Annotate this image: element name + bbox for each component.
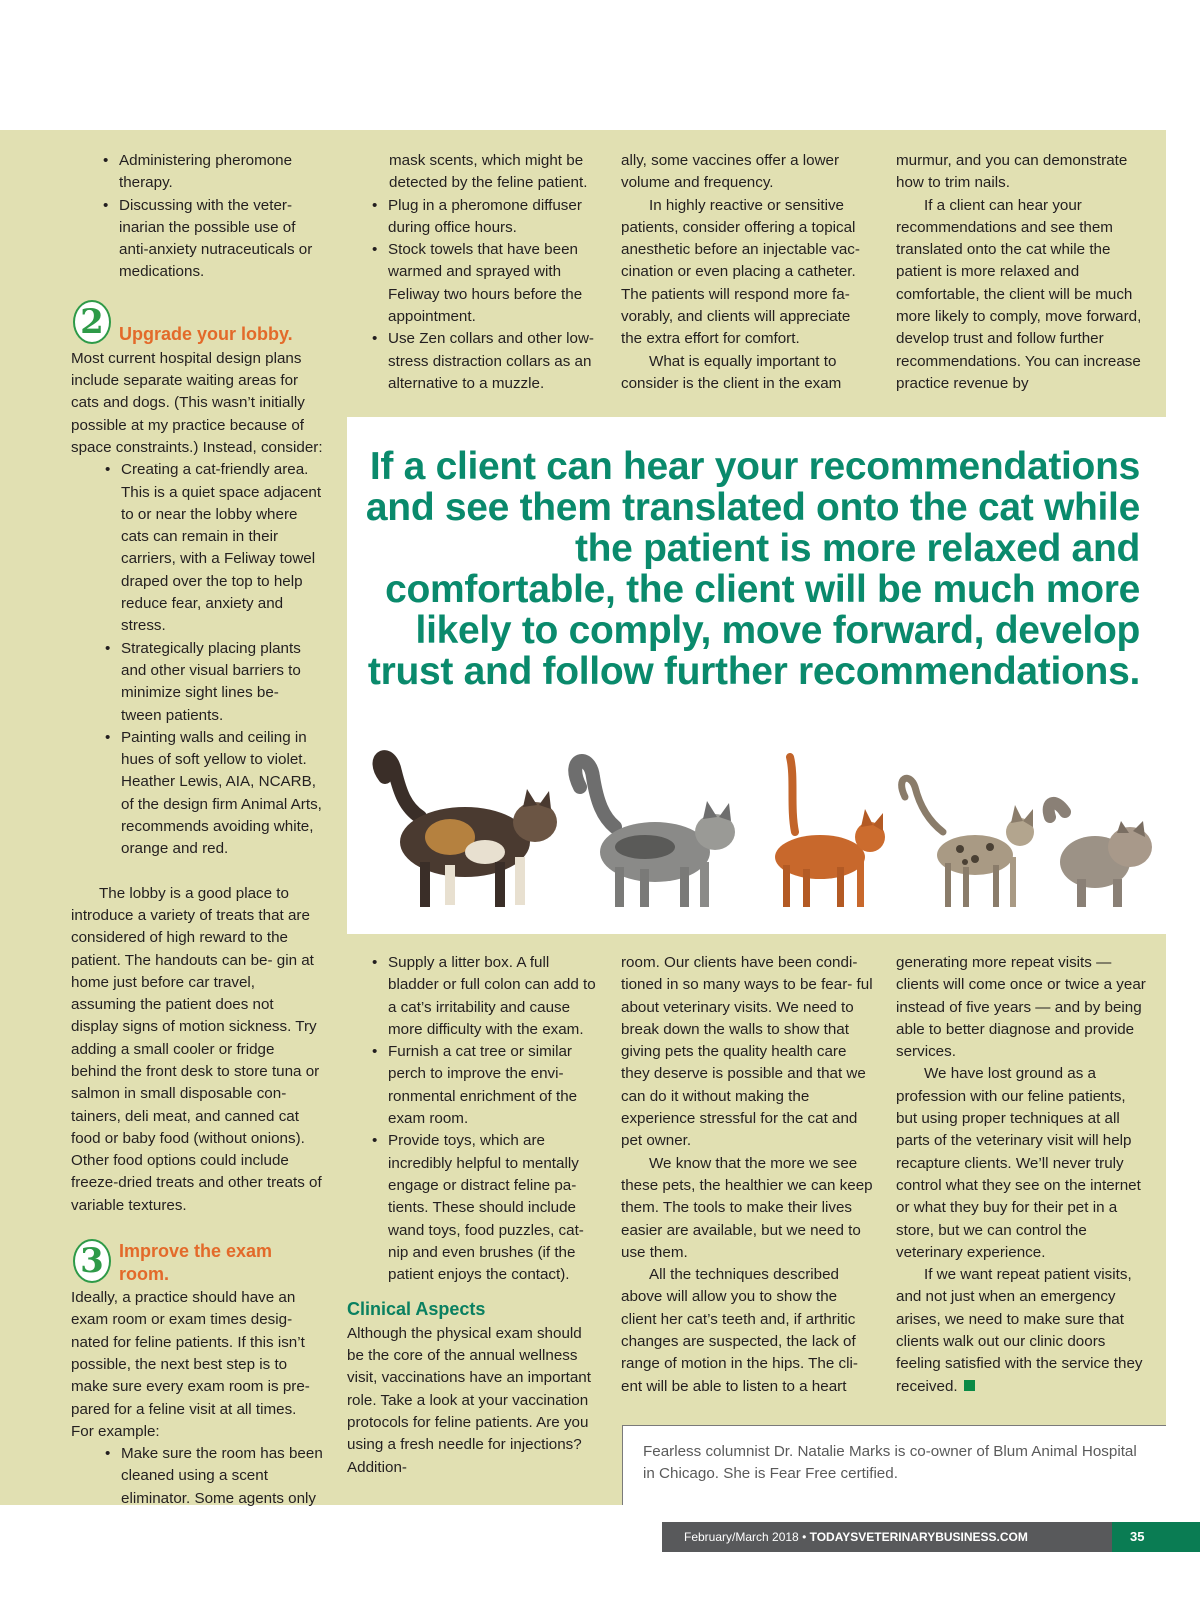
- list-item: • Supply a litter box. A full bladder or full colon can add to a cat’s irritability and cause more difficulty with the exam.: [368, 952, 599, 1041]
- column-3-top: [621, 150, 871, 395]
- paragraph: Although the physical exam should be the core of the annual wellness visit, vaccinations have an important role. Take a look at your vaccination protocols for feline patients. Are you using a fresh needle for injections? Addition-: [347, 1324, 591, 1476]
- paragraph: mask scents, which might be detected by the feline patient.: [389, 152, 588, 192]
- list-item: • Make sure the room has been cleaned using a scent eliminator. Some agents only: [101, 1443, 323, 1510]
- column-2-top: [368, 150, 596, 395]
- paragraph: All the techniques described above will allow you to show the client her cat’s teeth and, if arthritic changes are suspected, the lack of range of motion in the hips. The cli- ent will be able to listen to a heart: [621, 1266, 858, 1395]
- cat-orange-illustration: [775, 757, 885, 907]
- column-3-bottom: [621, 952, 873, 1398]
- paragraph: If a client can hear your recommendations and see them translated onto the cat while the patient is more relaxed and comfortable, the client will be much more likely to comply, move forward, develop trust and follow further recommendations. You can increase practice revenue by: [896, 196, 1142, 392]
- paragraph: We have lost ground as a profession with our feline patients, but using proper techniques at all parts of the veterinary visit will help recapture clients. We’ll never truly control what they see on the internet or what they buy for their pet in a store, but we can control the veterinary experience.: [896, 1065, 1141, 1261]
- section-heading: Clinical Aspects: [347, 1299, 486, 1320]
- list-item: • Discussing with the veter- inarian the possible use of anti-anxiety nutraceuticals or medications.: [99, 195, 323, 284]
- top-bullet-list: [71, 150, 323, 284]
- list-item: • Stock towels that have been warmed and sprayed with Feliway two hours before the appointment.: [368, 239, 596, 328]
- paragraph: [896, 1264, 1148, 1398]
- paragraph: In highly reactive or sensitive patients, consider offering a topical anesthetic before an injectable vac- cination or even placing a catheter. The patients will respond more fa- vorably, and clients will appreciate the extra effort for comfort.: [621, 196, 860, 348]
- cat-bengal-illustration: [902, 778, 1034, 907]
- list-item: • Creating a cat-friendly area. This is a quiet space adjacent to or near the lobby where cats can remain in their carriers, with a Feliway towel draped over the top to help reduce fear, anxiety and stress.: [101, 459, 323, 637]
- section-number-badge: 2: [73, 300, 111, 344]
- list-item: • Furnish a cat tree or similar perch to improve the envi- ronmental enrichment of the exam room.: [368, 1041, 599, 1130]
- bullet-list: [347, 952, 599, 1286]
- section-number-badge: 3: [73, 1239, 111, 1283]
- cat-calico-illustration: [380, 757, 557, 907]
- paragraph: The lobby is a good place to introduce a variety of treats that are considered of high reward to the patient. The handouts can be- gin at home just before car travel, assuming the patient does not display signs of motion sickness. Try adding a small cooler or fridge behind the front desk to store tuna or salmon in small disposable con- tainers, deli meat, and canned cat food or baby food (without onions). Other food options could include freeze-dried treats and other treats of variable textures.: [71, 884, 322, 1214]
- column-4-bottom: [896, 952, 1148, 1398]
- cat-persian-kitten-illustration: [1049, 803, 1152, 907]
- list-item: • Plug in a pheromone diffuser during office hours.: [368, 195, 596, 240]
- paragraph: murmur, and you can demonstrate how to trim nails.: [896, 152, 1128, 192]
- list-item: • Use Zen collars and other low- stress distraction collars as an alternative to a muzzle.: [368, 328, 596, 395]
- site-url: TODAYSVETERINARYBUSINESS.COM: [809, 1530, 1028, 1544]
- bullet-list: [368, 195, 596, 396]
- footer-separator: •: [798, 1530, 810, 1544]
- page-footer: [662, 1522, 1112, 1552]
- paragraph: ally, some vaccines offer a lower volume and frequency.: [621, 152, 840, 192]
- walking-cats-image: [365, 747, 1155, 917]
- page-number: 35: [1112, 1522, 1200, 1552]
- list-item: • Painting walls and ceiling in hues of soft yellow to violet. Heather Lewis, AIA, NCARB, of the design firm Animal Arts, recommends avoiding white, orange and red.: [101, 727, 323, 861]
- section-title: Upgrade your lobby.: [119, 324, 293, 345]
- exam-bullet-list: [71, 1443, 323, 1510]
- paragraph: room. Our clients have been condi- tioned in so many ways to be fear- ful about veterinary visits. We need to break down the walls to show that giving pets the quality health care they deserve is possible and that we can do it without making the experience stressful for the cat and pet owner.: [621, 954, 873, 1150]
- section-3-heading: [71, 1239, 323, 1287]
- lobby-bullet-list: [71, 459, 323, 860]
- list-item: • Provide toys, which are incredibly helpful to mentally engage or distract feline pa- tients. These should include wand toys, food puzzles, cat- nip and even brushes (if the patient enjoys the contact).: [368, 1130, 599, 1286]
- column-1: [71, 150, 323, 1510]
- column-2-bottom: [347, 952, 599, 1479]
- paragraph: What is equally important to consider is the client in the exam: [621, 352, 842, 392]
- cat-silver-tabby-illustration: [575, 761, 735, 907]
- list-item: • Strategically placing plants and other visual barriers to minimize sight lines be- tween patients.: [101, 638, 323, 727]
- pull-quote: If a client can hear your recommendations and see them translated onto the cat while the patient is more relaxed and comfortable, the client will be much more likely to comply, move forward, develop trust and follow further recommendations.: [365, 445, 1140, 693]
- paragraph: Ideally, a practice should have an exam room or exam times desig- nated for feline patients. If this isn’t possible, the next best step is to make sure every exam room is pre- pared for a feline visit at all times. For example:: [71, 1289, 310, 1440]
- end-mark-icon: [964, 1380, 975, 1391]
- paragraph: Most current hospital design plans include separate waiting areas for cats and dogs. (This wasn’t initially possible at my practice because of space constraints.) Instead, consider:: [71, 349, 323, 456]
- section-title: Improve the exam room.: [119, 1241, 273, 1284]
- paragraph: We know that the more we see these pets, the healthier we can keep them. The tools to make their lives easier are available, but we need to use them.: [621, 1154, 873, 1261]
- paragraph-text: If we want repeat patient visits, and not just when an emergency arises, we need to make sure that clients walk out our clinic doors feeling satisfied with the service they received.: [896, 1266, 1143, 1395]
- section-2-heading: [71, 300, 323, 348]
- pull-quote-box: [347, 417, 1166, 934]
- author-bio: Fearless columnist Dr. Natalie Marks is co-owner of Blum Animal Hospital in Chicago. She is Fear Free certified.: [622, 1425, 1166, 1505]
- list-item: • Administering pheromone therapy.: [99, 150, 323, 195]
- paragraph: generating more repeat visits — clients will come once or twice a year instead of five years — and by being able to better diagnose and provide services.: [896, 954, 1146, 1061]
- column-4-top: [896, 150, 1148, 395]
- issue-date: February/March 2018: [684, 1530, 799, 1544]
